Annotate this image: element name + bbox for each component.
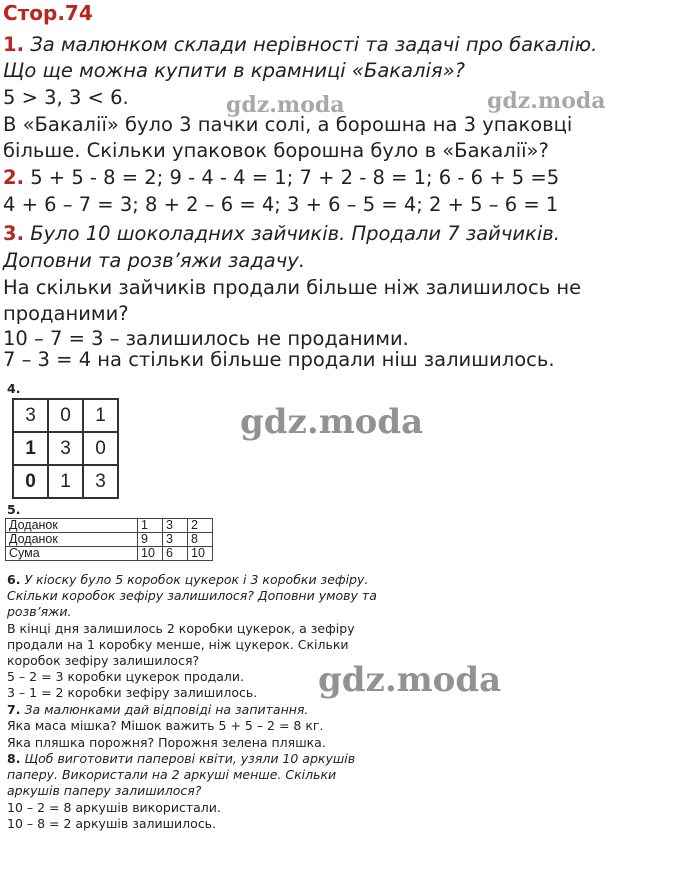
table-cell: 10 [188, 547, 213, 561]
task6-answer-3: коробок зефіру залишилося? [7, 653, 200, 668]
table-cell-label: Доданок [6, 519, 138, 533]
grid-cell: 1 [13, 432, 48, 465]
watermark: gdz.moda [240, 402, 424, 442]
task7-number: 7. [7, 702, 21, 717]
task1-answer-2: В «Бакалії» було 3 пачки солі, а борошна на 3 упаковці [3, 113, 573, 136]
task8-question-3: аркушів паперу залишилося? [7, 783, 202, 798]
task2-equations-2: 4 + 6 – 7 = 3; 8 + 2 – 6 = 4; 3 + 6 – 5 = 4; 2 + 5 – 6 = 1 [3, 193, 559, 216]
grid-cell: 0 [83, 432, 118, 465]
task7-answer-2: Яка пляшка порожня? Порожня зелена пляшка. [7, 735, 326, 750]
task1-question-2: Що ще можна купити в крамниці «Бакалія»? [3, 59, 466, 82]
table-cell: 3 [163, 519, 188, 533]
task1-question-line-1 [3, 33, 597, 56]
page-title: Стор.74 [3, 1, 93, 25]
task4-grid [12, 398, 119, 499]
table-cell: 2 [188, 519, 213, 533]
table-cell: 6 [163, 547, 188, 561]
grid-row [13, 399, 118, 432]
table-cell: 1 [138, 519, 163, 533]
watermark: gdz.moda [487, 88, 606, 114]
grid-cell: 0 [13, 465, 48, 498]
task3-question-line-1 [3, 222, 560, 245]
task8-question-2: паперу. Використали на 2 аркуші менше. Скільки [7, 767, 337, 782]
table-cell: 9 [138, 533, 163, 547]
task8-answer-1: 10 – 2 = 8 аркушів використали. [7, 800, 221, 815]
task7-answer-1: Яка маса мішка? Мішок важить 5 + 5 – 2 = 8 кг. [7, 718, 324, 733]
task3-number: 3. [3, 222, 24, 245]
task6-answer-5: 3 – 1 = 2 коробки зефіру залишилось. [7, 685, 258, 700]
task3-answer-1: На скільки зайчиків продали більше ніж залишилось не [3, 276, 582, 299]
task6-answer-2: продали на 1 коробку менше, ніж цукерок. Скільки [7, 637, 349, 652]
grid-row [13, 465, 118, 498]
task7-question-line [7, 702, 308, 717]
grid-row [13, 432, 118, 465]
task3-answer-3: 10 – 7 = 3 – залишилось не проданими. [3, 327, 409, 350]
table-cell: 8 [188, 533, 213, 547]
watermark: gdz.moda [318, 660, 502, 700]
task6-question-1: У кіоску було 5 коробок цукерок і 3 коробки зефіру. [24, 572, 369, 587]
task6-question-2: Скільки коробок зефіру залишилося? Доповни умову та [7, 588, 377, 603]
task6-question-line-1 [7, 572, 368, 587]
grid-cell: 3 [48, 432, 83, 465]
table-cell-label: Сума [6, 547, 138, 561]
task4-number: 4. [7, 381, 21, 396]
grid-cell: 0 [48, 399, 83, 432]
task1-number: 1. [3, 33, 24, 56]
table-cell: 10 [138, 547, 163, 561]
task8-number: 8. [7, 751, 21, 766]
grid-cell: 1 [48, 465, 83, 498]
task7-question-1: За малюнками дай відповіді на запитання. [24, 702, 309, 717]
task1-question-1: За малюнком склади нерівності та задачі про бакалію. [30, 33, 598, 56]
task3-answer-2: проданими? [3, 302, 129, 325]
task6-answer-1: В кінці дня залишилось 2 коробки цукерок, а зефіру [7, 621, 355, 636]
task3-question-1: Було 10 шоколадних зайчиків. Продали 7 зайчиків. [30, 222, 560, 245]
table-cell-label: Доданок [6, 533, 138, 547]
task2-line-1 [3, 166, 559, 189]
task5-number: 5. [7, 502, 21, 517]
task5-table [5, 518, 213, 561]
table-row [6, 533, 213, 547]
task6-answer-4: 5 – 2 = 3 коробки цукерок продали. [7, 669, 244, 684]
task3-question-2: Доповни та розв’яжи задачу. [3, 249, 306, 272]
task1-answer-1: 5 > 3, 3 < 6. [3, 86, 129, 109]
grid-cell: 3 [83, 465, 118, 498]
task8-question-1: Щоб виготовити паперові квіти, узяли 10 аркушів [24, 751, 356, 766]
grid-cell: 1 [83, 399, 118, 432]
task2-equations-1: 5 + 5 - 8 = 2; 9 - 4 - 4 = 1; 7 + 2 - 8 = 1; 6 - 6 + 5 =5 [30, 166, 560, 189]
table-row [6, 519, 213, 533]
task3-answer-4: 7 – 3 = 4 на стільки більше продали ніш залишилось. [3, 348, 555, 371]
task6-number: 6. [7, 572, 21, 587]
grid-cell: 3 [13, 399, 48, 432]
task8-question-line-1 [7, 751, 355, 766]
task1-answer-3: більше. Скільки упаковок борошна було в «Бакалії»? [3, 139, 549, 162]
task2-number: 2. [3, 166, 24, 189]
task8-answer-2: 10 – 8 = 2 аркушів залишилось. [7, 816, 217, 831]
table-row [6, 547, 213, 561]
table-cell: 3 [163, 533, 188, 547]
task6-question-3: розв’яжи. [7, 604, 72, 619]
watermark: gdz.moda [226, 92, 345, 118]
